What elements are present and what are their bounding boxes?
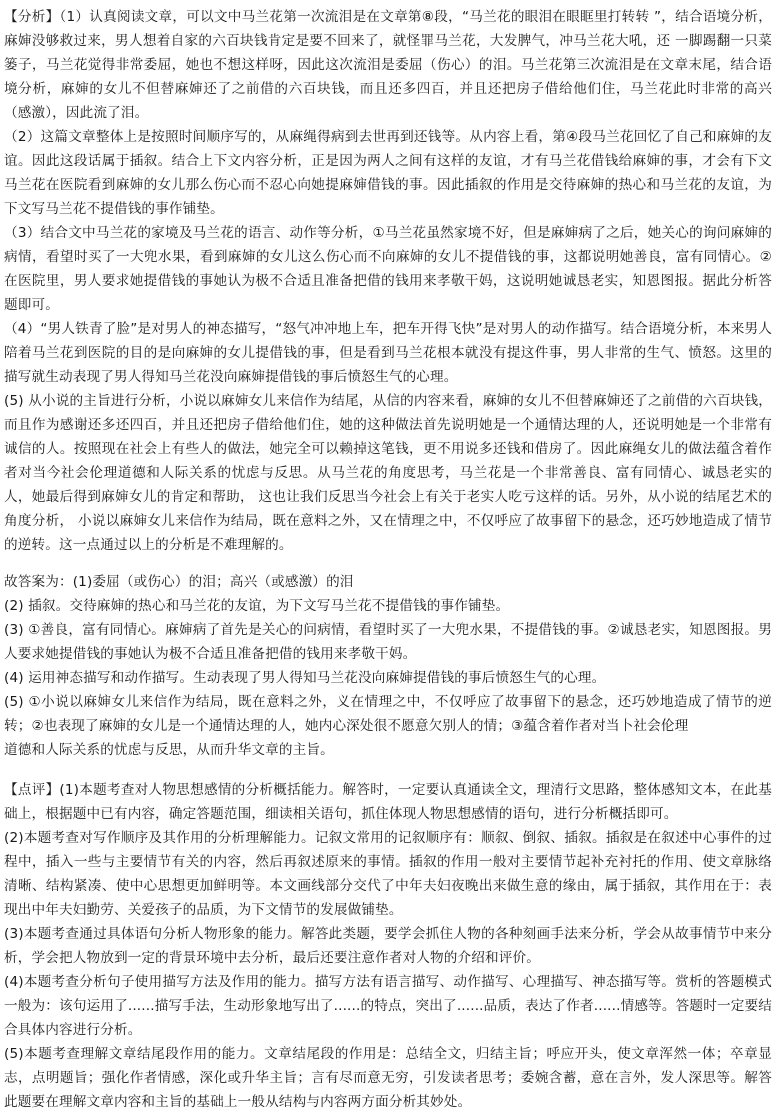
answer-line-1: 故答案为：(1)委屈（或伤心）的泪；高兴（或感激）的泪 [4,574,354,590]
section-spacer [4,557,772,570]
answer-line-4: (4) 运用神态描写和动作描写。生动表现了男人得知马兰花没向麻婶提借钱的事后愤怒生气的心理。 [4,670,606,686]
comment-paragraph-1: 【点评】(1)本题考查对人物思想感情的分析概括能力。解答时，一定要认真通读全文，理清行文思路，整体感知文本，在此基础上，根据题中已有内容，确定答题范围，细读相关语句，抓住体现人物思想感情的语句，进行分析概括即可。 [4,782,772,822]
analysis-paragraph-2: （2）这篇文章整体上是按照时间顺序写的，从麻绳得病到去世再到还钱等。从内容上看，第④段马兰花回忆了自己和麻婶的友谊。因此这段话属于插叙。结合上下文内容分析，正是因为两人之间有这样的友谊，才有马兰花借钱给麻婶的事，才会有下文马兰花在医院看到麻婶的女儿那么伤心而不忍心向她提麻婶借钱的事。因此插叙的作用是交待麻婶的热心和马兰花的友谊，为下文写马兰花不提借钱的事作铺垫。 [4,129,772,217]
comment-paragraph-2: (2)本题考查对写作顺序及其作用的分析理解能力。记叙文常用的记叙顺序有：顺叙、倒叙、插叙。插叙是在叙述中心事件的过程中，插入一些与主要情节有关的内容，然后再叙述原来的事情。插叙的作用一般对主要情节起补充衬托的作用、使文章脉络清晰、结构紧凑、使中心思想更加鲜明等。本文画线部分交代了中年夫妇夜晚出来做生意的缘由，属于插叙，其作用在于：表现出中年夫妇勤劳、关爱孩子的品质，为下文情节的发展做铺垫。 [4,830,772,918]
analysis-paragraph-5: (5) 从小说的主旨进行分析，小说以麻婶女儿来信作为结尾，从信的内容来看，麻婶的女儿不但替麻婶还了之前借的六百块钱，而且作为感谢还多还四百，并且还把房子借给他们住，她的这种做法首先说明她是一个通情达理的人，还说明她是一个非常有诚信的人。按照现在社会上有些人的做法，她完全可以赖掉这笔钱，更不用说多还钱和借房了。因此麻绳女儿的做法蕴含着作者对当今社会伦理道德和人际关系的忧虑与反思。从马兰花的角度思考，马兰花是一个非常善良、富有同情心、诚恳老实的人，她最后得到麻婶女儿的肯定和帮助， 这也让我们反思当今社会上有关于老实人吃亏这样的话。另外，从小说的结尾艺术的角度分析， 小说以麻婶女儿来信作为结局，既在意料之外，又在情理之中，不仅呼应了故事留下的悬念，还巧妙地造成了情节的逆转。这一点通过以上的分析是不难理解的。 [4,393,772,553]
analysis-paragraph-4: （4）“男人铁青了脸”是对男人的神态描写，“怒气冲冲地上车，把车开得飞快”是对男人的动作描写。结合语境分析，本来男人陪着马兰花到医院的目的是向麻婶的女儿提借钱的事，但是看到马兰花根本就没有提这件事，男人非常的生气、愤怒。这里的描写就生动表现了男人得知马兰花没向麻婶提借钱的事后愤怒生气的心理。 [4,321,772,385]
answer-section [4,570,772,762]
comment-section [4,778,772,1114]
answer-line-5: (5) ①小说以麻婶女儿来信作为结局，既在意料之外，义在情理之中，不仅呼应了故事留下的悬念，还巧妙地造成了情节的逆转；②也表现了麻婶的女儿是一个通情达理的人，她内心深处很不愿意欠别人的情；③蕴含着作者对当卜社会伦理 [4,694,772,734]
comment-paragraph-5: (5)本题考查理解文章结尾段作用的能力。文章结尾段的作用是：总结全文，归结主旨；呼应开头，使文章浑然一体；卒章显志，点明题旨；强化作者情感，深化或升华主旨；言有尽而意无穷，引发读者思考；委婉含蓄，意在言外，发人深思等。解答此题要在理解文章内容和主旨的基础上一般从结构与内容两方面分析其妙处。 [4,1046,772,1110]
analysis-section [4,5,772,557]
analysis-paragraph-1: 【分析】（1）认真阅读文章，可以文中马兰花第一次流泪是在文章第⑧段，“马兰花的眼泪在眼眶里打转转 ”，结合语境分析， 麻婶没够救过来，男人想着自家的六百块钱肯定是要不回来了，就怪罪马兰花，大发脾气，冲马兰花大吼，还 一脚踢翻一只菜篓子，马兰花觉得非常委屈，她也不想这样呀，因此这次流泪是委屈（伤心）的泪。马兰花第三次流泪是在文章末尾，结合语境分析，麻婶的女儿不但替麻婶还了之前借的六百块钱，而且还多四百，并且还把房子借给他们住，马兰花此时非常的高兴（感激），因此流了泪。 [4,9,772,121]
analysis-paragraph-3: （3）结合文中马兰花的家境及马兰花的语言、动作等分析，①马兰花虽然家境不好，但是麻婶病了之后，她关心的询问麻婶的病情，看望时买了一大兜水果，看到麻婶的女儿这么伤心而不向麻婶的女儿不提借钱的事，这都说明她善良，富有同情心。②在医院里，男人要求她提借钱的事她认为极不合适且准备把借的钱用来孝敬干妈，这说明她诚恳老实，知恩图报。据此分析答题即可。 [4,225,772,313]
section-spacer [4,762,772,778]
answer-line-6: 道德和人际关系的忧虑与反思，从而升华文章的主旨。 [4,742,334,758]
answer-line-3: (3) ①善良，富有同情心。麻婶病了首先是关心的问病情，看望时买了一大兜水果，不提借钱的事。②诚恳老实，知恩图报。男人要求她提借钱的事她认为极不合适且准备把借的钱用来孝敬干妈。 [4,622,772,662]
comment-paragraph-4: (4)本题考查分析句子使用描写方法及作用的能力。描写方法有语言描写、动作描写、心理描写、神态描写等。赏析的答题模式一般为：该句运用了......描写手法，生动形象地写出了......的特点，突出了......品质，表达了作者......情感等。答题时一定要结合具体内容进行分析。 [4,974,772,1038]
comment-paragraph-3: (3)本题考查通过具体语句分析人物形象的能力。解答此类题，要学会抓住人物的各种刻画手法来分析，学会从故事情节中来分析，学会把人物放到一定的背景环境中去分析，最后还要注意作者对人物的介绍和评价。 [4,926,772,966]
answer-line-2: (2) 插叙。交待麻婶的热心和马兰花的友谊，为下文写马兰花不提借钱的事作铺垫。 [4,598,510,614]
